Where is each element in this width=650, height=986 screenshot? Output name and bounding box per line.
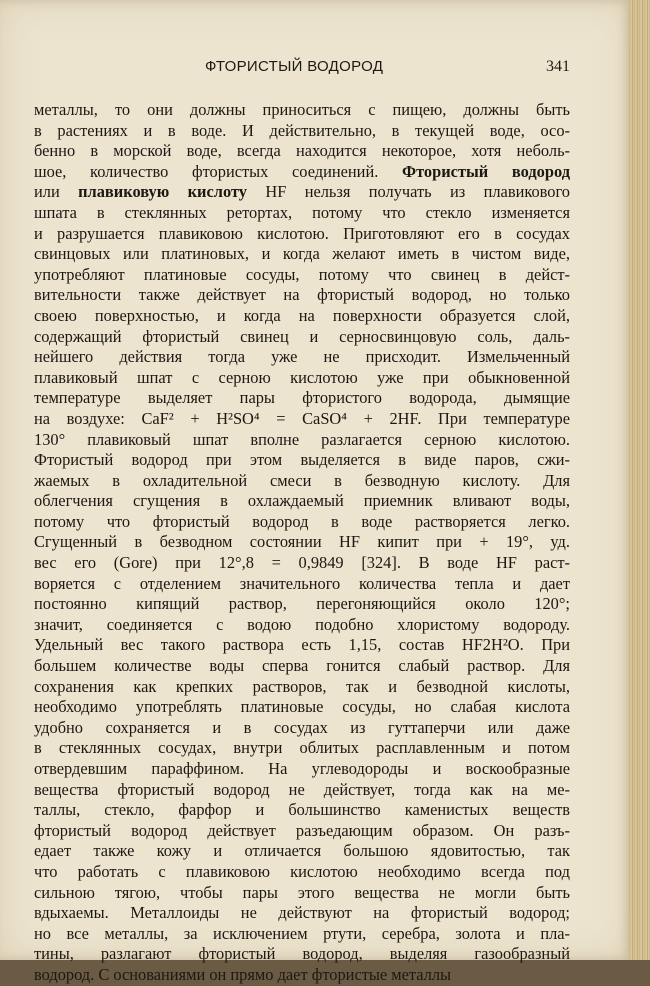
text-line: содержащий фтористый свинец и серносвинцовую соль, даль- — [34, 326, 570, 346]
text-line: Сгущенный в безводном состоянии HF кипит при + 19°, уд. — [34, 532, 570, 552]
text-line: значит, соединяется с водою подобно хлористому водороду. — [34, 614, 570, 634]
term-hydrofluoric-acid: плавиковую кислоту — [78, 182, 247, 202]
text-line-with-term — [34, 162, 570, 183]
text-line: что работать с плавиковою кислотою необходимо всегда под — [34, 861, 570, 881]
text-line: вещества фтористый водород не действует, тогда как на ме- — [34, 779, 570, 799]
text-line: но все металлы, за исключением ртути, серебра, золота и пла- — [34, 923, 570, 943]
text-line: таллы, стекло, фарфор и большинство каменистых веществ — [34, 800, 570, 820]
text-line: шпата в стеклянных ретортах, потому что стекло изменяется — [34, 202, 570, 222]
text-line: свинцовых или платиновых, и когда желают иметь в чистом виде, — [34, 244, 570, 264]
text-line: облегчения сгущения в охлаждаемый приемник вливают воды, — [34, 491, 570, 511]
text-line: жаемых в охладительной смеси в безводную кислоту. Для — [34, 470, 570, 490]
text-line-with-term — [34, 182, 570, 203]
line-text: шое, количество фтористых соединений. — [34, 161, 403, 181]
text-line: сохранения как крепких растворов, так и безводной кислоты, — [34, 676, 570, 696]
body-text — [34, 100, 570, 986]
text-line: постоянно кипящий раствор, перегоняющийся около 120°; — [34, 594, 570, 614]
text-line: едает также кожу и отличается большою ядовитостью, так — [34, 841, 570, 861]
text-line: своею поверхностью, и когда на поверхности образуется слой, — [34, 305, 570, 325]
text-line: большем количестве воды сперва гонится слабый раствор. Для — [34, 656, 570, 676]
text-line: необходимо употреблять платиновые сосуды, но слабая кислота — [34, 697, 570, 717]
text-line: температуре выделяет пары фтористого водорода, дымящие — [34, 388, 570, 408]
text-line: вдыхаемы. Металлоиды не действуют на фтористый водород; — [34, 903, 570, 923]
text-line: вительности также действует на фтористый водород, но только — [34, 285, 570, 305]
text-line: металлы, то они должны приноситься с пищею, должны быть — [34, 100, 570, 119]
line-text: или — [34, 182, 79, 202]
text-line: употребляют платиновые сосуды, потому что свинец в дейст- — [34, 264, 570, 284]
running-head: ФТОРИСТЫЙ ВОДОРОД — [205, 58, 384, 75]
text-line: в стеклянных сосудах, внутри облитых расплавленным и потом — [34, 738, 570, 758]
text-line: водород. С основаниями он прямо дает фтористые металлы — [34, 964, 452, 984]
line-text: HF нельзя получать из плавикового — [247, 182, 570, 202]
page-header — [0, 58, 632, 82]
term-hydrogen-fluoride: Фтористый водород — [402, 161, 570, 181]
text-line: бенно в морской воде, всегда находится некоторое, хотя неболь- — [34, 141, 570, 161]
text-line: и разрушается плавиковою кислотою. Приготовляют его в сосудах — [34, 223, 570, 243]
text-line: потому что фтористый водород в воде растворяется легко. — [34, 511, 570, 531]
text-line: Фтористый водород при этом выделяется в виде паров, сжи- — [34, 450, 570, 470]
text-line: плавиковый шпат с серною кислотою уже при обыкновенной — [34, 367, 570, 387]
text-line: нейшего действия тогда уже не присходит. Измельченный — [34, 347, 570, 367]
text-line: Удельный вес такого раствора есть 1,15, состав HF2H²O. При — [34, 635, 570, 655]
text-line: 130° плавиковый шпат вполне разлагается серною кислотою. — [34, 429, 570, 449]
text-line: в растениях и в воде. И действительно, в текущей воде, осо- — [34, 120, 570, 140]
text-line: вес его (Gore) при 12°,8 = 0,9849 [324]. В воде HF раст- — [34, 553, 570, 573]
text-line: фтористый водород действует разъедающим образом. Он разъ- — [34, 820, 570, 840]
text-line: сильною тягою, чтобы пары этого вещества не могли быть — [34, 882, 570, 902]
formula-line: на воздухе: CaF² + H²SO⁴ = CaSO⁴ + 2HF. При температуре — [34, 408, 570, 428]
book-page-edge — [628, 0, 650, 960]
text-line: удобно сохраняется и в сосудах из гуттаперчи или даже — [34, 717, 570, 737]
text-line: тины, разлагают фтористый водород, выделяя газообразный — [34, 944, 570, 964]
page-number: 341 — [546, 58, 570, 75]
text-line: отвердевшим параффином. На углеводороды и воскообразные — [34, 759, 570, 778]
text-line: воряется с отделением значительного количества тепла и дает — [34, 573, 570, 593]
